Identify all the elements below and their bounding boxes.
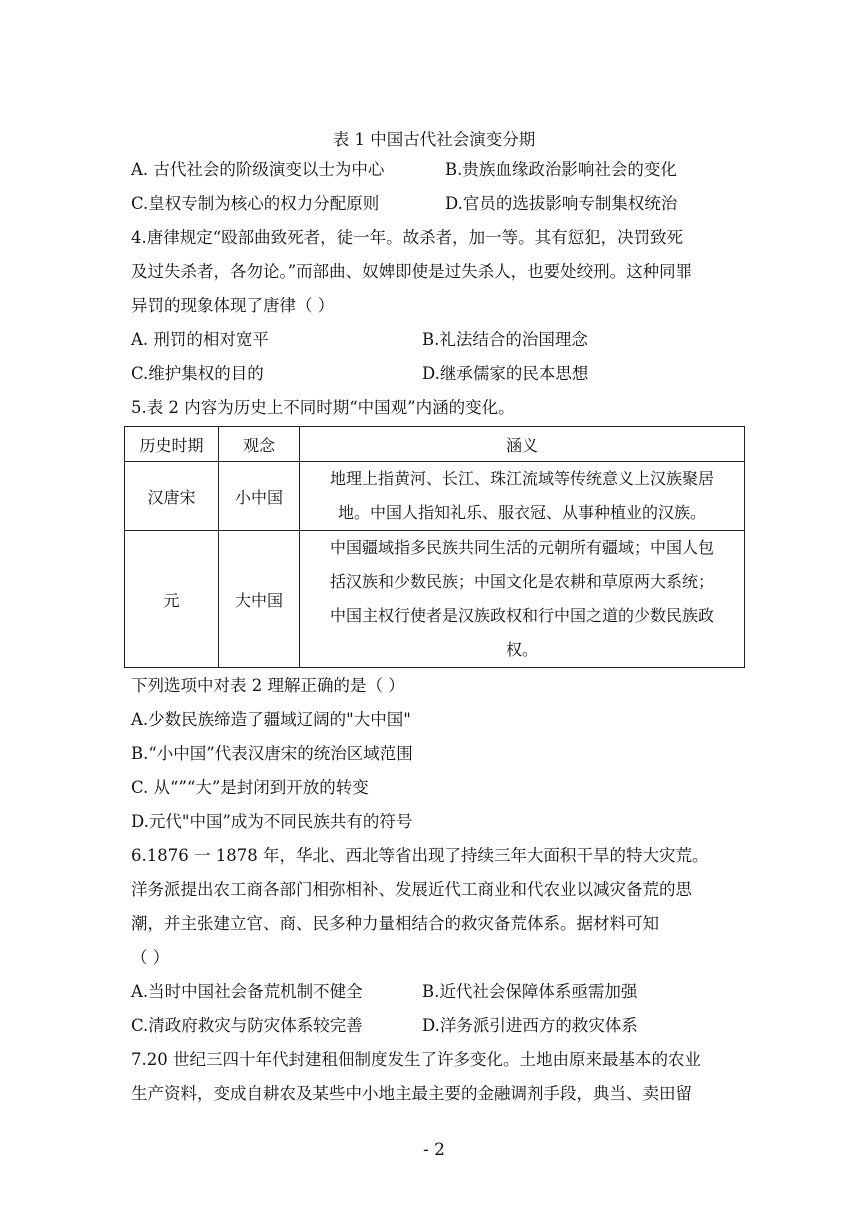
cell-period: 汉唐宋 — [125, 462, 219, 531]
q7-stem-line-1: 7.20 世纪三四十年代封建租佃制度发生了许多变化。土地由原来最基本的农业 — [131, 1050, 701, 1069]
meaning-line: 中国疆域指多民族共同生活的元朝所有疆域；中国人包 — [329, 538, 714, 557]
q6-option-b: B.近代社会保障体系亟需加强 — [422, 982, 638, 1001]
q4-stem-line-2: 及过失杀者，各勿论。”而部曲、奴婢即使是过失杀人，也要处绞刑。这种同罪 — [131, 262, 693, 281]
meaning-line: 地理上指黄河、长江、珠江流域等传统意义上汉族聚居 — [329, 469, 714, 488]
cell-concept: 大中国 — [219, 531, 300, 668]
table-header-row — [125, 427, 745, 462]
q5-option-a: A.少数民族缔造了疆域辽阔的"大中国" — [131, 710, 411, 729]
cell-meaning — [300, 531, 745, 668]
q5-option-b: B.“小中国”代表汉唐宋的统治区域范围 — [131, 744, 413, 763]
cell-period: 元 — [125, 531, 219, 668]
q5-option-c: C. 从“”“大”是封闭到开放的转变 — [131, 778, 369, 797]
page-number: - 2 — [423, 1140, 445, 1160]
q6-stem-line-2: 洋务派提出农工商各部门相弥相补、发展近代工商业和代农业以减灾备荒的思 — [131, 880, 692, 899]
q5-question: 下列选项中对表 2 理解正确的是（ ） — [131, 676, 405, 695]
header-meaning: 涵义 — [300, 427, 745, 462]
q4-option-a: A. 刑罚的相对宽平 — [131, 330, 269, 349]
q6-option-d: D.洋务派引进西方的救灾体系 — [422, 1016, 638, 1035]
q4-option-b: B.礼法结合的治国理念 — [422, 330, 588, 349]
q6-stem-line-3: 潮，并主张建立官、商、民多种力量相结合的救灾备荒体系。据材料可知 — [131, 914, 659, 933]
cell-meaning — [300, 462, 745, 531]
q4-option-d: D.继承儒家的民本思想 — [422, 364, 589, 383]
meaning-line: 权。 — [505, 640, 538, 659]
cell-concept: 小中国 — [219, 462, 300, 531]
table-row — [125, 531, 745, 668]
header-concept: 观念 — [219, 427, 300, 462]
meaning-line: 括汉族和少数民族；中国文化是农耕和草原两大系统； — [329, 572, 714, 591]
q6-stem-line-4: （ ） — [131, 948, 170, 967]
q7-stem-line-2: 生产资料，变成自耕农及某些中小地主最主要的金融调剂手段，典当、卖田留 — [131, 1084, 692, 1103]
header-period: 历史时期 — [125, 427, 219, 462]
q3-option-d: D.官员的选拔影响专制集权统治 — [445, 194, 678, 213]
table-row — [125, 462, 745, 531]
q4-option-c: C.维护集权的目的 — [131, 364, 264, 383]
q6-option-a: A.当时中国社会备荒机制不健全 — [131, 982, 363, 1001]
table-2 — [124, 426, 745, 668]
q5-option-d: D.元代"中国”成为不同民族共有的符号 — [131, 812, 413, 831]
q3-option-a: A. 古代社会的阶级演变以士为中心 — [131, 160, 385, 179]
q6-option-c: C.清政府救灾与防灾体系较完善 — [131, 1016, 363, 1035]
meaning-line: 中国主权行使者是汉族政权和行中国之道的少数民族政 — [329, 606, 714, 625]
table-1-caption: 表 1 中国古代社会演变分期 — [332, 130, 536, 149]
meaning-line: 地。中国人指知礼乐、服衣冠、从事种植业的汉族。 — [337, 503, 706, 522]
q4-stem-line-1: 4.唐律规定“殴部曲致死者，徒一年。故杀者，加一等。其有愆犯，决罚致死 — [131, 228, 684, 247]
q5-intro: 5.表 2 内容为历史上不同时期“中国观”内涵的变化。 — [131, 398, 515, 417]
q6-stem-line-1: 6.1876 一 1878 年，华北、西北等省出现了持续三年大面积干旱的特大灾荒。 — [131, 846, 709, 865]
q3-option-b: B.贵族血缘政治影响社会的变化 — [445, 160, 677, 179]
q4-stem-line-3: 异罚的现象体现了唐律（ ） — [131, 296, 335, 315]
q3-option-c: C.皇权专制为核心的权力分配原则 — [131, 194, 380, 213]
